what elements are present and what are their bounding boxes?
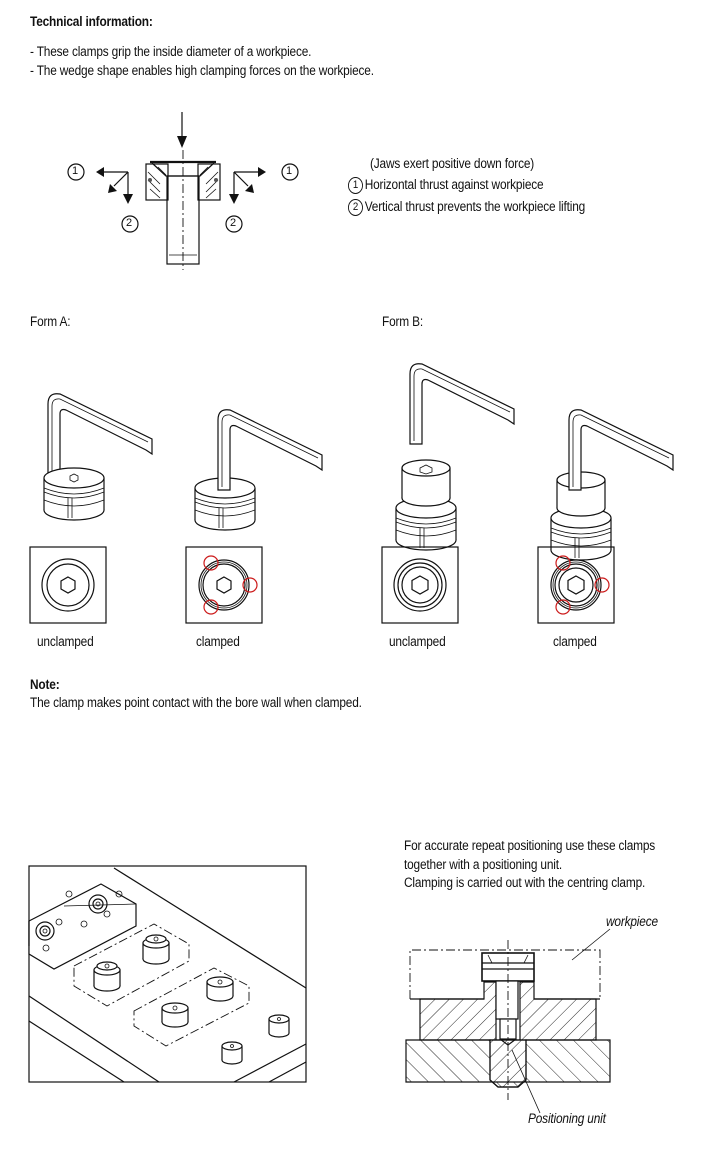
legend-label: Vertical thrust prevents the workpiece lifting xyxy=(364,199,586,214)
topview-b-unclamped xyxy=(382,547,458,623)
force-legend-item-2 xyxy=(348,198,585,216)
technical-info-bullet: - The wedge shape enables high clamping forces on the workpiece. xyxy=(30,63,374,78)
callout-number: 2 xyxy=(348,199,363,216)
workpiece-label: workpiece xyxy=(606,914,658,929)
callout-1-right: 1 xyxy=(286,165,293,177)
clamp-section-drawing xyxy=(0,0,727,300)
force-legend-item-1 xyxy=(348,176,543,194)
positioning-unit-label: Positioning unit xyxy=(528,1111,606,1126)
forms-illustrations xyxy=(0,340,727,900)
callout-2-right: 2 xyxy=(230,217,237,229)
base-plate-illustration xyxy=(29,866,309,1084)
legend-label: Horizontal thrust against workpiece xyxy=(364,177,544,192)
topview-a-clamped xyxy=(186,547,262,623)
topview-a-unclamped xyxy=(30,547,106,623)
technical-info-heading: Technical information: xyxy=(30,14,153,29)
callout-number: 1 xyxy=(348,177,363,194)
clamp-b-body xyxy=(396,460,456,550)
positioning-section-drawing xyxy=(400,935,630,1135)
state-label-a-unclamped: unclamped xyxy=(37,634,94,649)
form-a-title: Form A: xyxy=(30,314,71,329)
callout-1-left: 1 xyxy=(72,165,79,177)
note-text: The clamp makes point contact with the bore wall when clamped. xyxy=(30,695,362,710)
positioning-text-line: For accurate repeat positioning use these clamps xyxy=(404,838,656,853)
state-label-b-clamped: clamped xyxy=(553,634,597,649)
technical-info-bullet: - These clamps grip the inside diameter of a workpiece. xyxy=(30,44,312,59)
callout-2-left: 2 xyxy=(126,217,133,229)
positioning-text-line: Clamping is carried out with the centring clamp. xyxy=(404,875,646,890)
force-legend-intro: (Jaws exert positive down force) xyxy=(370,156,535,171)
state-label-b-unclamped: unclamped xyxy=(389,634,446,649)
positioning-text-line: together with a positioning unit. xyxy=(404,857,562,872)
form-b-title: Form B: xyxy=(382,314,424,329)
state-label-a-clamped: clamped xyxy=(196,634,240,649)
note-heading: Note: xyxy=(30,677,60,692)
